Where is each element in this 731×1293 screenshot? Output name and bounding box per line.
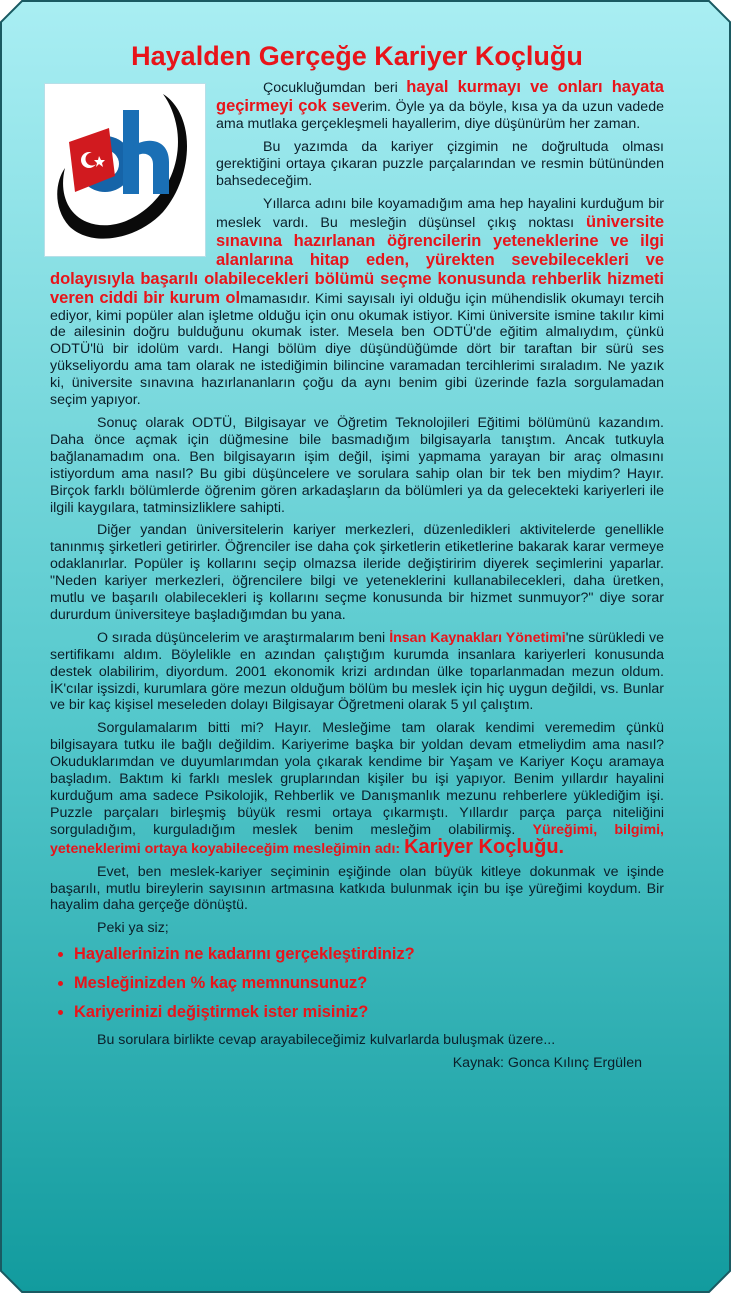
paragraph-9: Peki ya siz; [97,920,169,937]
paragraph-5: Diğer yandan üniversitelerin kariyer merkezleri, düzenledikleri aktivitelerde genellikle tanınmış şirketleri getirirler. Öğrenciler ise daha çok şirketlerin etiketlerine bakarak karar vermeye odaklanırlar. Popüler iş kollarını seçip olmazsa ileride değiştiririm diyerek seçimlerini yaparlar. "Neden kariyer merkezleri, öğrencilere bilgi ve yeteneklerini kullanabilecekleri, daha üretken, mutlu ve başarılı olabilecekleri iş kollarını seçme konusunda bir hizmet sunmuyor?" diye sorar dururdum üniversiteye başladığımdan bu yana. [50,522,664,623]
paragraph-4: Sonuç olarak ODTÜ, Bilgisayar ve Öğretim Teknolojileri Eğitimi bölümünü kazandım. Daha önce açmak için düğmesine bile basmadığım bilgisayarla tanıştım. Ancak tutkuyla bağlanamadım ona. Ben bilgisayarın işim değil, işimi yapmama yarayan bir araç olmasını istiyordum ama nasıl? Bu gibi düşüncelere ve sorulara sahip olan bir tek ben miydim? Hayır. Birçok farklı bölümlerde öğrenim gören arkadaşların da bölümleri ya da gelecekteki kariyerleri ile ilgili kaygılara, tatminsizliklere sahipti. [50,414,664,516]
paragraph-3: Yıllarca adını bile koyamadığım ama hep hayalini kurduğum bir meslek vardı. Bu mesleğin düşünsel çıkış noktası üniversite sınavına hazırlanan öğrencilerin yeteneklerine ve ilgi alanlarına hitap eden, yürekten sevebilecekleri ve dolayısıyla başarılı olabilecekleri bölümü seçme konusunda rehberlik hizmeti veren ciddi bir kurum olmamasıdır. Kimi sayısalı iyi olduğu için mühendislik okumayı tercih ediyor, kimi popüler alan işletme olduğu için onu okumak istiyor. Kimi üniversite ismine takılır kimi de ailesinin doğru bulduğunu okumak ister. Mesela ben ODTÜ'de eğitim almalıydım, çünkü ODTÜ'lü bir idolüm vardı. Hangi bölüm diye düşündüğümde dört bir taraftan bir sürü ses yükseliyordu ama tam olarak ne istediğimin bilincine varamadan tercihlerimi sıraladım. Ne yazık ki, üniversite sınavına hazırlananların çoğu da aynı benim gibi üzerinde fazla sorgulamadan seçim yapıyor. [50,195,664,409]
paragraph-7: Sorgulamalarım bitti mi? Hayır. Mesleğime tam olarak kendimi veremedim çünkü bilgisayara tutku ile bağlı değildim. Kariyerime başka bir yoldan devam etmeliydim ama nasıl? Okuduklarımdan ve duyumlarımdan yola çıkarak kendime bir Yaşam ve Kariyer Koçu aramaya başladım. Baktım ki farklı meslek gruplarından kişiler bu işi yapıyor. Benim yıllardır hayalini kurduğum ama sadece Psikolojik, Rehberlik ve Danışmanlık mezunu rehberlere yüklediğim işi. Puzzle parçaları birleşmiş büyük resmi ortaya çıkarmıştı. Yıllardır parça parça niteliğini sorguladığım, kurguladığım meslek benim mesleğim olabilirmiş. Yüreğimi, bilgimi, yeteneklerimi ortaya koyabileceğim mesleğimin adı: Kariyer Koçluğu. [50,720,664,858]
article [50,40,664,1078]
closing-text: Bu sorulara birlikte cevap arayabileceğimiz kulvarlarda buluşmak üzere... [97,1032,556,1049]
paragraph-8: Evet, ben meslek-kariyer seçiminin eşiğinde olan büyük kitleye dokunmak ve işinde başarılı, mutlu bireylerin sayısının artmasına katkıda bulunmak için bu işe yüreğimi koydum. Bir hayalim daha gerçeğe dönüştü. [50,863,664,914]
paragraph-2: Bu yazımda da kariyer çizgimin ne doğrultuda olması gerektiğini ortaya çıkaran puzzle parçalarından ve resmin bütününden bahsedeceğim. [216,138,664,189]
source-credit: Kaynak: Gonca Kılınç Ergülen [452,1055,642,1072]
list-item: • Hayallerinizin ne kadarını gerçekleştirdiniz? [74,945,664,964]
logo-icon [45,84,205,256]
question-list [50,945,664,1022]
paragraph-1: Çocukluğumdan beri hayal kurmayı ve onları hayata geçirmeyi çok severim. Öyle ya da böyle, kısa ya da uzun vadede ama mutlaka gerçekleşmeli hayallerim, diye düşünürüm her zaman. [216,78,664,132]
list-item: • Kariyerinizi değiştirmek ister misiniz? [74,1003,664,1022]
paragraph-6: O sırada düşüncelerim ve araştırmalarım beni İnsan Kaynakları Yönetimi'ne sürükledi ve sertifikamı aldım. Böylelikle en azından çalıştığım kurumda insanlara kariyerleri konusunda destek olabilirim, diyordum. 2001 ekonomik krizi ardından ülke toparlanmadan mezun oldum. İK'cılar işsizdi, kurumlara göre mezun olduğum bölüm bu meslek için hiç uygun değildi, vs. Bunlar ve bir kaç kişisel meseleden dolayı Bilgisayar Öğretmeni olarak 5 yıl çalıştım. [50,629,664,714]
page-title: Hayalden Gerçeğe Kariyer Koçluğu [131,41,583,71]
list-item: • Mesleğinizden % kaç memnunsunuz? [74,974,664,993]
logo-image [44,83,206,257]
